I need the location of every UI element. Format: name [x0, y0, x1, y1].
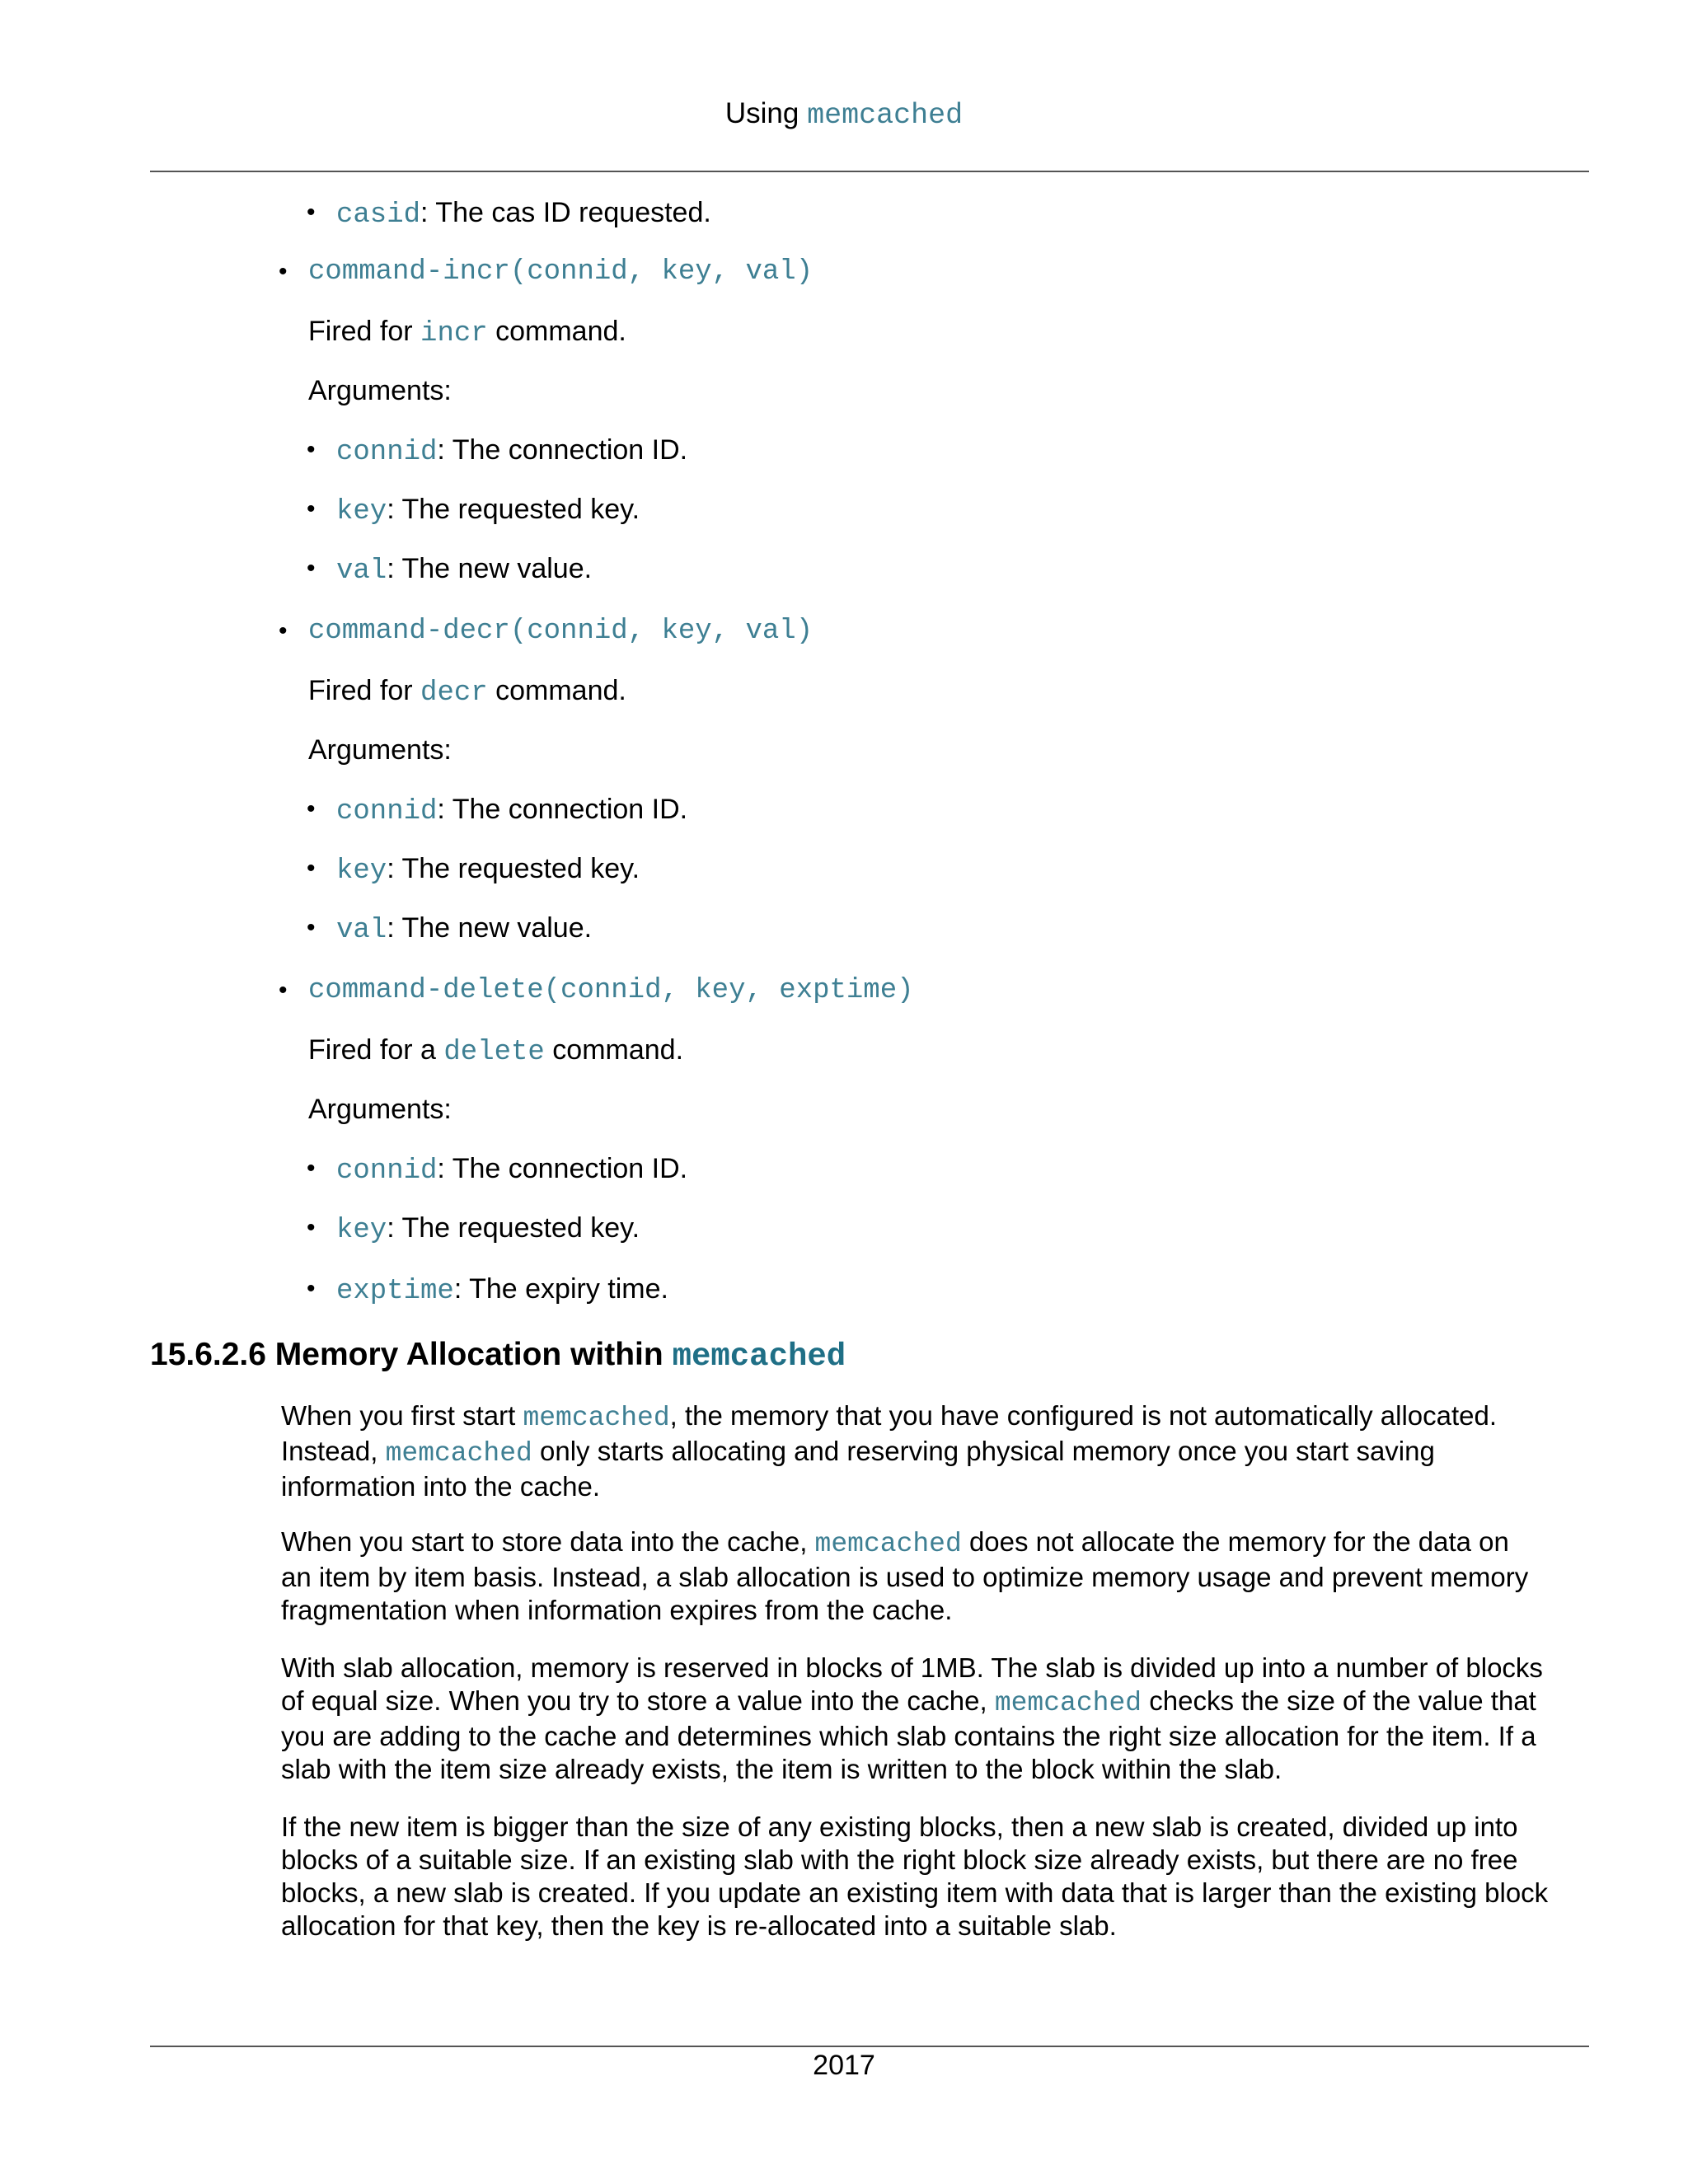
- paragraph: With slab allocation, memory is reserved in blocks of 1MB. The slab is divided up into a number of blocks of equal size. When you try to store a value into the cache, memcached checks the size of the value that you are adding to the cache and determines which slab contains the right size allocation for the item. If a slab with the item size already exists, the item is written to the block within the slab.: [281, 1652, 1543, 1784]
- bullet-icon: •: [307, 555, 316, 582]
- list-item: casid: The cas ID requested.: [336, 197, 711, 231]
- list-item: val: The new value.: [336, 912, 593, 946]
- header-code: memcached: [807, 99, 964, 132]
- paragraph: When you first start memcached, the memory that you have configured is not automatically allocated. Instead, memcached only starts allocating and reserving physical memory once you start saving information into the cache.: [281, 1400, 1498, 1502]
- delete-description: Fired for a delete command.: [308, 1034, 684, 1068]
- incr-arguments-label: Arguments:: [308, 375, 452, 406]
- page-number: 2017: [813, 2050, 875, 2081]
- list-item: exptime: The expiry time.: [336, 1273, 668, 1307]
- delete-signature: command-delete(connid, key, exptime): [308, 975, 914, 1006]
- list-item: val: The new value.: [336, 553, 593, 587]
- section-heading: 15.6.2.6 Memory Allocation within memcached: [150, 1337, 846, 1375]
- delete-arguments-label: Arguments:: [308, 1094, 452, 1125]
- bullet-icon: •: [307, 1275, 316, 1302]
- page-header: [0, 96, 1688, 134]
- list-item: key: The requested key.: [336, 853, 640, 887]
- bullet-icon: •: [307, 199, 316, 226]
- bullet-icon: •: [279, 617, 288, 644]
- decr-description: Fired for decr command.: [308, 675, 626, 709]
- bullet-icon: •: [307, 914, 316, 941]
- paragraph: If the new item is bigger than the size of any existing blocks, then a new slab is created, divided up into blocks of a suitable size. If an existing slab with the right block size already exists, but there are no free blocks, a new slab is created. If you update an existing item with data that is larger than the existing block allocation for that key, then the key is re-allocated into a suitable slab.: [281, 1811, 1549, 1941]
- decr-signature: command-decr(connid, key, val): [308, 616, 814, 647]
- bullet-icon: •: [307, 855, 316, 882]
- bullet-icon: •: [307, 436, 316, 463]
- bullet-icon: •: [307, 495, 316, 523]
- bullet-icon: •: [279, 258, 288, 285]
- bullet-icon: •: [307, 1214, 316, 1241]
- decr-arguments-label: Arguments:: [308, 734, 452, 766]
- paragraph: When you start to store data into the cache, memcached does not allocate the memory for the data on an item by item basis. Instead, a slab allocation is used to optimize memory usage and prevent memory fragmentation when information expires from the cache.: [281, 1526, 1529, 1625]
- list-item: key: The requested key.: [336, 1212, 640, 1246]
- bullet-icon: •: [307, 795, 316, 823]
- list-item: connid: The connection ID.: [336, 794, 688, 827]
- header-rule: [150, 171, 1589, 172]
- incr-signature: command-incr(connid, key, val): [308, 256, 814, 288]
- header-prefix: Using: [724, 97, 799, 129]
- list-item: connid: The connection ID.: [336, 1153, 688, 1187]
- bullet-icon: •: [279, 977, 288, 1004]
- list-item: connid: The connection ID.: [336, 434, 688, 468]
- bullet-icon: •: [307, 1155, 316, 1182]
- list-item: key: The requested key.: [336, 494, 640, 527]
- incr-description: Fired for incr command.: [308, 316, 626, 349]
